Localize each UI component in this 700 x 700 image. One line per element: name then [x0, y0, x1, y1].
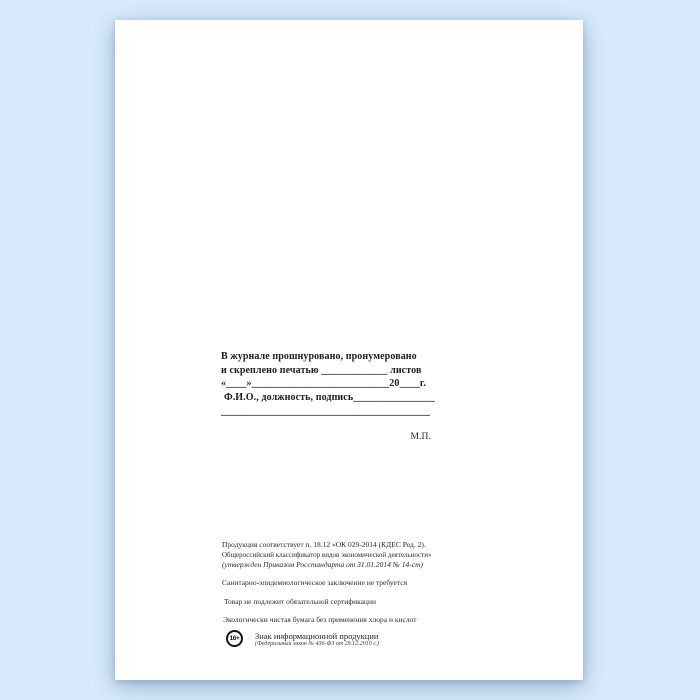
- cert-line-signature-rule: _________________________________________: [221, 406, 431, 417]
- compliance-line-1: Продукция соответствует п. 18.12 «ОК 029-2014 (КДЕС Ред. 2).: [222, 540, 426, 549]
- cert-line-bound: В журнале прошнуровано, пронумеровано: [221, 351, 417, 362]
- cert-line-name-position-signature: Ф.И.О., должность, подпись________________: [224, 391, 435, 403]
- publisher-footer: [222, 540, 482, 648]
- certification-statement: Товар не подлежит обязательной сертификации: [224, 597, 376, 606]
- binding-certification-block: [221, 350, 433, 444]
- info-sign-title: Знак информационной продукции: [255, 631, 379, 641]
- info-sign-text: [255, 630, 379, 648]
- info-sign-law: (Федеральный закон № 436-ФЗ от 29.12.2010 г.): [255, 641, 379, 647]
- cert-line-date: «____»___________________________20____г.: [221, 378, 427, 389]
- age-rating-row: [222, 630, 482, 648]
- compliance-line-3: (утвержден Приказом Росстандарта от 31.01.2014 № 14-ст): [222, 560, 423, 569]
- compliance-line-2: Общероссийский классификатор видов экономической деятельности»: [222, 551, 432, 559]
- sanitary-statement: Санитарно-эпидемиологическое заключение не требуется: [222, 578, 408, 587]
- cert-line-sealed-sheets: и скреплено печатью _____________ листов: [221, 364, 422, 376]
- document-page: [115, 20, 583, 680]
- stamp-place-abbr: М.П.: [410, 431, 431, 442]
- ecology-statement: Экологически чистая бумага без применения хлора и кислот: [223, 615, 417, 624]
- age-rating-16plus-icon: 16+: [226, 630, 243, 647]
